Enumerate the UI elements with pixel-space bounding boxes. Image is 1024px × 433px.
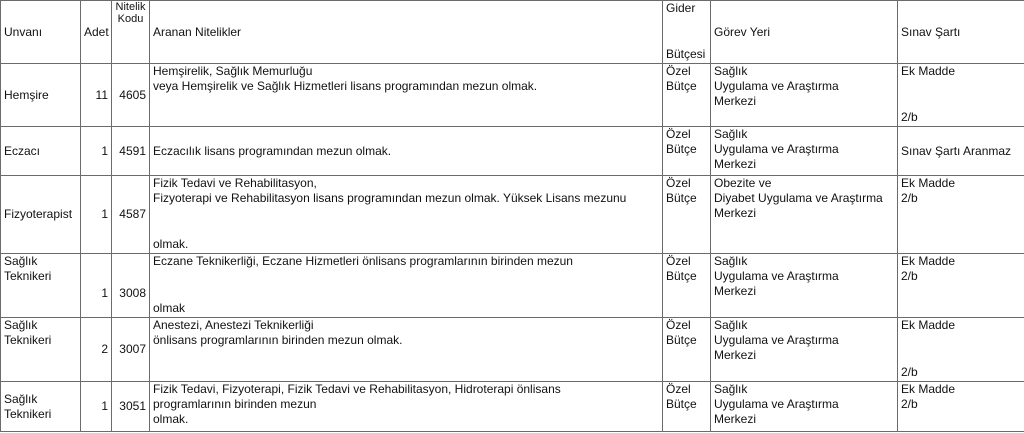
gider-line: Bütçe <box>666 269 697 283</box>
nitelik-bottom: olmak. <box>153 237 189 251</box>
nitelik-line: Eczacılık lisans programından mezun olmak. <box>153 143 392 158</box>
gorev-line: Merkezi <box>714 94 757 108</box>
gider-line: Bütçe <box>666 79 697 93</box>
gorev-line: Obezite ve <box>714 176 772 190</box>
header-gorev-yeri: Görev Yeri <box>711 1 898 64</box>
nitelik-line: olmak. <box>153 412 189 426</box>
nitelik-line: Hemşirelik, Sağlık Memurluğu <box>153 64 313 78</box>
gorev-line: Uygulama ve Araştırma <box>714 333 839 347</box>
gider-line: Özel <box>666 64 691 78</box>
unvan-line: Teknikeri <box>4 406 52 421</box>
cell-sinav <box>898 176 1024 254</box>
cell-gider <box>663 254 711 318</box>
cell-kod: 3007 <box>112 318 150 382</box>
gorev-line: Uygulama ve Araştırma <box>714 142 839 156</box>
cell-gorev <box>711 382 898 432</box>
unvan-line: Sağlık <box>4 391 38 406</box>
header-adet: Adet <box>81 1 112 64</box>
cell-adet: 1 <box>81 254 112 318</box>
gorev-line: Sağlık <box>714 64 748 78</box>
cell-kod: 4605 <box>112 64 150 127</box>
cell-nitelik <box>150 254 663 318</box>
nitelik-bottom: olmak <box>153 301 186 315</box>
cell-nitelik <box>150 318 663 382</box>
cell-nitelik <box>150 127 663 176</box>
cell-gider <box>663 127 711 176</box>
gider-line: Bütçe <box>666 333 697 347</box>
cell-nitelik <box>150 382 663 432</box>
cell-unvan <box>1 176 81 254</box>
sinav-top: Ek Madde <box>901 382 956 396</box>
cell-sinav <box>898 254 1024 318</box>
sinav-top: Ek Madde <box>901 64 956 78</box>
gider-line: Özel <box>666 254 691 268</box>
sinav-second: 2/b <box>901 397 918 411</box>
cell-unvan <box>1 254 81 318</box>
header-gider-line2: Bütçesi <box>666 47 706 61</box>
header-nitelik-kodu-line2: Kodu <box>117 13 144 25</box>
table-row <box>1 64 1024 127</box>
nitelik-line: Fizik Tedavi, Fizyoterapi, Fizik Tedavi ve Rehabilitasyon, Hidroterapi önlisans <box>153 382 561 396</box>
gorev-line: Sağlık <box>714 127 748 141</box>
cell-gorev <box>711 176 898 254</box>
gorev-line: Merkezi <box>714 348 757 362</box>
cell-adet: 1 <box>81 382 112 432</box>
cell-kod: 4587 <box>112 176 150 254</box>
unvan-line: Fizyoterapist <box>4 207 73 221</box>
cell-kod: 3008 <box>112 254 150 318</box>
gider-line: Özel <box>666 382 691 396</box>
gorev-line: Merkezi <box>714 284 757 298</box>
header-gider-line1: Gider <box>666 1 696 15</box>
cell-gorev <box>711 254 898 318</box>
cell-sinav <box>898 382 1024 432</box>
gorev-line: Uygulama ve Araştırma <box>714 79 839 93</box>
table-row <box>1 254 1024 318</box>
cell-unvan <box>1 318 81 382</box>
gider-line: Özel <box>666 318 691 332</box>
cell-adet: 1 <box>81 127 112 176</box>
nitelik-line: Anestezi, Anestezi Teknikerliği <box>153 318 314 332</box>
nitelik-line: veya Hemşirelik ve Sağlık Hizmetleri lisans programından mezun olmak. <box>153 79 538 93</box>
gorev-line: Sağlık <box>714 318 748 332</box>
sinav-bottom: 2/b <box>901 365 918 379</box>
gorev-line: Sağlık <box>714 254 748 268</box>
header-sinav-sarti: Sınav Şartı <box>898 1 1024 64</box>
cell-kod: 3051 <box>112 382 150 432</box>
cell-sinav <box>898 64 1024 127</box>
sinav-bottom: 2/b <box>901 110 918 124</box>
unvan-line: Sağlık <box>4 254 38 268</box>
header-gider-butcesi <box>663 1 711 64</box>
cell-gorev <box>711 127 898 176</box>
gider-line: Bütçe <box>666 142 697 156</box>
table-row <box>1 176 1024 254</box>
cell-adet: 2 <box>81 318 112 382</box>
table-header-row <box>1 1 1024 64</box>
cell-adet: 1 <box>81 176 112 254</box>
cell-sinav <box>898 318 1024 382</box>
unvan-line: Sağlık <box>4 318 38 332</box>
gorev-line: Diyabet Uygulama ve Araştırma <box>714 191 883 205</box>
gorev-line: Merkezi <box>714 206 757 220</box>
cell-adet: 11 <box>81 64 112 127</box>
cell-nitelik <box>150 64 663 127</box>
gider-line: Özel <box>666 127 691 141</box>
sinav-top: Ek Madde <box>901 254 956 268</box>
header-nitelik-kodu <box>112 1 150 64</box>
nitelik-line: Fizik Tedavi ve Rehabilitasyon, <box>153 176 317 190</box>
sinav-top: Sınav Şartı Aranmaz <box>901 143 1012 158</box>
table-row <box>1 382 1024 432</box>
gorev-line: Uygulama ve Araştırma <box>714 269 839 283</box>
table-row <box>1 127 1024 176</box>
nitelik-line: programlarının birinden mezun <box>153 397 317 411</box>
unvan-line: Teknikeri <box>4 333 52 347</box>
cell-nitelik <box>150 176 663 254</box>
nitelik-line: Fizyoterapi ve Rehabilitasyon lisans programından mezun olmak. Yüksek Lisans mezunu <box>153 191 627 205</box>
cell-gider <box>663 64 711 127</box>
cell-gorev <box>711 318 898 382</box>
cell-unvan <box>1 382 81 432</box>
sinav-top: Ek Madde <box>901 318 956 332</box>
sinav-top: Ek Madde <box>901 176 956 190</box>
cell-gider <box>663 382 711 432</box>
header-unvani: Unvanı <box>1 1 81 64</box>
table-row <box>1 318 1024 382</box>
sinav-second: 2/b <box>901 191 918 205</box>
sinav-second: 2/b <box>901 269 918 283</box>
gider-line: Bütçe <box>666 191 697 205</box>
header-nitelik-kodu-line1: Nitelik <box>115 1 146 13</box>
cell-gider <box>663 318 711 382</box>
header-aranan-nitelikler: Aranan Nitelikler <box>150 1 663 64</box>
cell-unvan <box>1 64 81 127</box>
unvan-line: Hemşire <box>4 87 49 102</box>
nitelik-line: önlisans programlarının birinden mezun olmak. <box>153 333 403 347</box>
gider-line: Bütçe <box>666 397 697 411</box>
unvan-line: Teknikeri <box>4 269 52 283</box>
cell-kod: 4591 <box>112 127 150 176</box>
cell-unvan <box>1 127 81 176</box>
cell-sinav <box>898 127 1024 176</box>
nitelik-line: Eczane Teknikerliği, Eczane Hizmetleri önlisans programlarının birinden mezun <box>153 254 573 268</box>
gider-line: Özel <box>666 176 691 190</box>
unvan-line: Eczacı <box>4 143 41 158</box>
gorev-line: Sağlık <box>714 382 748 396</box>
gorev-line: Uygulama ve Araştırma <box>714 397 839 411</box>
cell-gorev <box>711 64 898 127</box>
gorev-line: Merkezi <box>714 412 757 426</box>
gorev-line: Merkezi <box>714 157 757 171</box>
cell-gider <box>663 176 711 254</box>
